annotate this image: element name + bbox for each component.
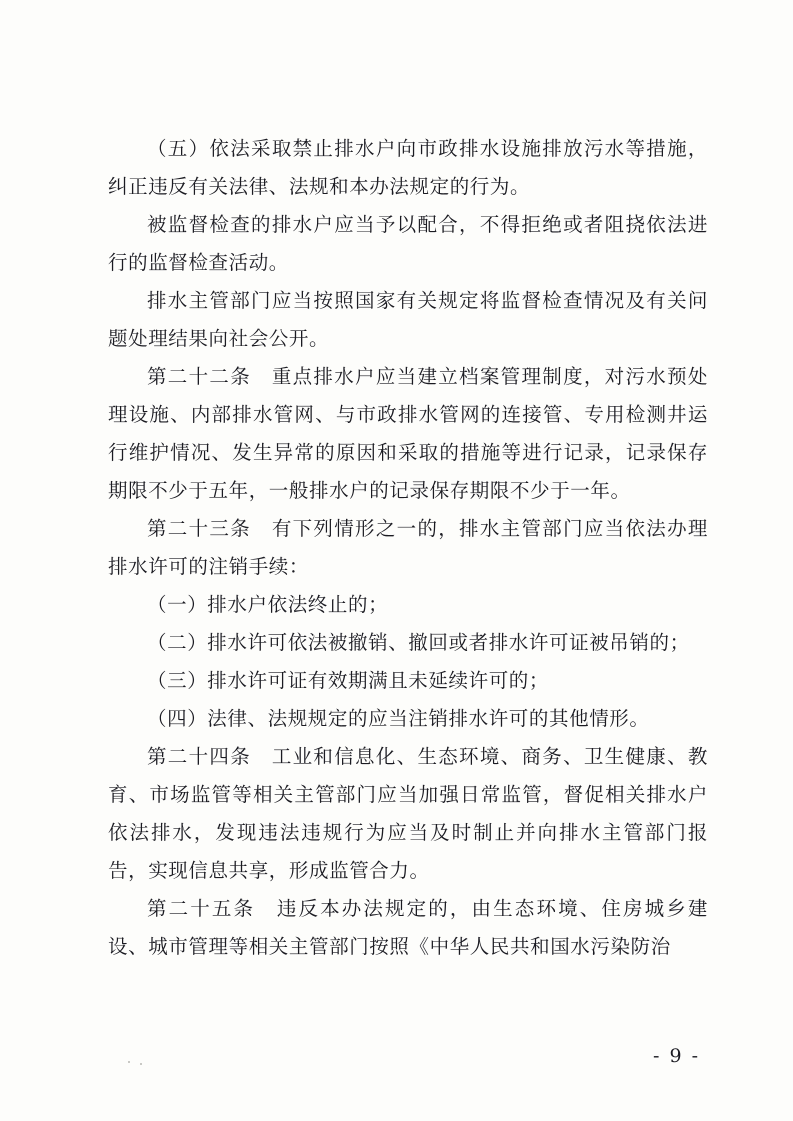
paragraph-article-23-item-4: （四）法律、法规规定的应当注销排水许可的其他情形。 xyxy=(147,707,650,730)
paragraph-article-23: 第二十三条 有下列情形之一的，排水主管部门应当依法办理排水许可的注销手续： xyxy=(108,517,708,578)
document-body xyxy=(108,130,708,966)
paragraph-article-24: 第二十四条 工业和信息化、生态环境、商务、卫生健康、教育、市场监管等相关主管部门应当加强日常监管，督促相关排水户依法排水，发现违法违规行为应当及时制止并向排水主管部门报告，实现信息共享，形成监管合力。 xyxy=(108,745,708,882)
paragraph-article-23-item-3: （三）排水许可证有效期满且未延续许可的； xyxy=(147,669,550,692)
paragraph-item-5: （五）依法采取禁止排水户向市政排水设施排放污水等措施，纠正违反有关法律、法规和本办法规定的行为。 xyxy=(108,137,708,198)
paragraph-article-22: 第二十二条 重点排水户应当建立档案管理制度，对污水预处理设施、内部排水管网、与市政排水管网的连接管、专用检测井运行维护情况、发生异常的原因和采取的措施等进行记录，记录保存期限不少于五年，一般排水户的记录保存期限不少于一年。 xyxy=(108,365,708,502)
page-footer xyxy=(0,1045,793,1067)
paragraph-supervision-cooperate: 被监督检查的排水户应当予以配合，不得拒绝或者阻挠依法进行的监督检查活动。 xyxy=(108,213,708,274)
paragraph-article-23-item-1: （一）排水户依法终止的； xyxy=(147,593,389,616)
page-number: - 9 - xyxy=(652,1045,700,1067)
paragraph-public-disclosure: 排水主管部门应当按照国家有关规定将监督检查情况及有关问题处理结果向社会公开。 xyxy=(108,289,708,350)
paragraph-article-25: 第二十五条 违反本办法规定的，由生态环境、住房城乡建设、城市管理等相关主管部门按照《中华人民共和国水污染防治 xyxy=(108,897,708,958)
paragraph-article-23-item-2: （二）排水许可依法被撤销、撤回或者排水许可证被吊销的； xyxy=(147,631,690,654)
